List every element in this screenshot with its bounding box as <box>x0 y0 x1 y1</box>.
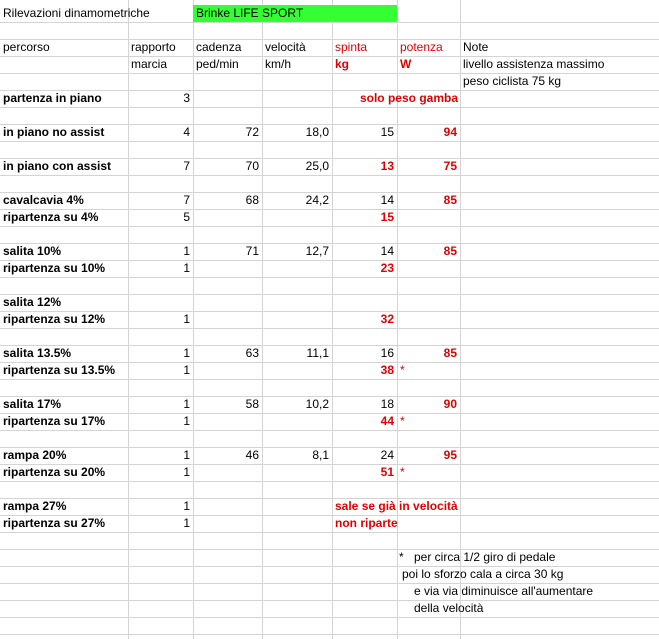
row-velocita[interactable]: 8,1 <box>312 448 329 462</box>
header-kg[interactable]: kg <box>335 57 350 71</box>
gridline <box>0 107 659 108</box>
footnote-line[interactable]: per circa 1/2 giro di pedale <box>414 550 556 564</box>
row-gear[interactable]: 7 <box>183 193 190 207</box>
gridline <box>0 209 659 210</box>
gridline <box>0 447 659 448</box>
note-peso-ciclista[interactable]: peso ciclista 75 kg <box>463 74 562 88</box>
row-name[interactable]: rampa 27% <box>3 499 67 513</box>
row-star[interactable]: * <box>400 465 405 479</box>
row-spinta[interactable]: 24 <box>380 448 394 462</box>
header-velocita[interactable]: velocità <box>265 40 306 54</box>
row-spinta[interactable]: 23 <box>380 261 394 275</box>
row-name[interactable]: salita 17% <box>3 397 62 411</box>
header-potenza[interactable]: potenza <box>400 40 443 54</box>
footnote-star[interactable]: * <box>399 550 404 564</box>
row-cadenza[interactable]: 71 <box>245 244 259 258</box>
row-potenza[interactable]: 85 <box>443 244 457 258</box>
header-kmh[interactable]: km/h <box>265 57 292 71</box>
row-spinta[interactable]: 16 <box>380 346 394 360</box>
row-velocita[interactable]: 18,0 <box>305 125 329 139</box>
row-velocita[interactable]: 12,7 <box>305 244 329 258</box>
row-cadenza[interactable]: 58 <box>245 397 259 411</box>
header-marcia[interactable]: marcia <box>131 57 168 71</box>
row-spinta[interactable]: 13 <box>380 159 394 173</box>
row-potenza[interactable]: 90 <box>443 397 457 411</box>
gridline <box>0 430 659 431</box>
row-note[interactable]: non riparte <box>335 516 398 530</box>
row-name[interactable]: partenza in piano <box>3 91 102 105</box>
row-cadenza[interactable]: 72 <box>245 125 259 139</box>
row-note[interactable]: sale se già in velocità <box>335 499 458 513</box>
row-cadenza[interactable]: 70 <box>245 159 259 173</box>
footnote-line[interactable]: della velocità <box>414 601 484 615</box>
gridline <box>0 549 659 550</box>
gridline <box>0 175 659 176</box>
row-velocita[interactable]: 11,1 <box>306 346 329 360</box>
row-name[interactable]: in piano con assist <box>3 159 112 173</box>
row-potenza[interactable]: 85 <box>443 346 457 360</box>
row-name[interactable]: cavalcavia 4% <box>3 193 84 207</box>
gridline <box>0 39 659 40</box>
gridline <box>0 532 659 533</box>
gridline <box>0 600 659 601</box>
row-note[interactable]: solo peso gamba <box>359 91 458 105</box>
row-cadenza[interactable]: 46 <box>245 448 259 462</box>
row-spinta[interactable]: 44 <box>380 414 394 428</box>
note-assistenza[interactable]: livello assistenza massimo <box>463 57 605 71</box>
gridline <box>0 481 659 482</box>
row-velocita[interactable]: 24,2 <box>305 193 329 207</box>
header-spinta[interactable]: spinta <box>335 40 368 54</box>
header-percorso[interactable]: percorso <box>3 40 50 54</box>
row-gear[interactable]: 1 <box>183 499 190 513</box>
row-potenza[interactable]: 94 <box>443 125 457 139</box>
gridline <box>0 243 659 244</box>
gridline <box>193 0 194 639</box>
gridline <box>0 345 659 346</box>
header-note[interactable]: Note <box>463 40 489 54</box>
row-potenza[interactable]: 85 <box>443 193 457 207</box>
gridline <box>0 192 659 193</box>
row-potenza[interactable]: 75 <box>443 159 457 173</box>
row-name[interactable]: ripartenza su 27% <box>3 516 106 530</box>
gridline <box>0 396 659 397</box>
row-name[interactable]: salita 10% <box>3 244 62 258</box>
row-gear[interactable]: 1 <box>183 448 190 462</box>
gridline <box>460 0 461 639</box>
gridline <box>0 277 659 278</box>
header-cadenza[interactable]: cadenza <box>196 40 242 54</box>
gridline <box>0 141 659 142</box>
row-spinta[interactable]: 14 <box>380 193 394 207</box>
gridline <box>0 379 659 380</box>
row-name[interactable]: salita 13.5% <box>3 346 72 360</box>
row-spinta[interactable]: 38 <box>380 363 394 377</box>
footnote-line[interactable]: poi lo sforzo cala a circa 30 kg <box>402 567 564 581</box>
row-gear[interactable]: 1 <box>183 244 190 258</box>
gridline <box>0 634 659 635</box>
row-gear[interactable]: 1 <box>183 261 190 275</box>
row-name[interactable]: ripartenza su 4% <box>3 210 99 224</box>
row-name[interactable]: in piano no assist <box>3 125 105 139</box>
row-name[interactable]: salita 12% <box>3 295 62 309</box>
brand-label[interactable]: Brinke LIFE SPORT <box>196 6 304 20</box>
gridline <box>0 617 659 618</box>
row-velocita[interactable]: 10,2 <box>305 397 329 411</box>
row-gear[interactable]: 1 <box>183 414 190 428</box>
row-cadenza[interactable]: 68 <box>245 193 259 207</box>
row-spinta[interactable]: 15 <box>380 210 394 224</box>
header-ped-min[interactable]: ped/min <box>196 57 239 71</box>
row-cadenza[interactable]: 63 <box>245 346 259 360</box>
row-gear[interactable]: 1 <box>183 516 190 530</box>
row-gear[interactable]: 3 <box>183 91 190 105</box>
gridline <box>0 328 659 329</box>
gridline <box>0 498 659 499</box>
row-velocita[interactable]: 25,0 <box>305 159 329 173</box>
gridline <box>0 226 659 227</box>
row-gear[interactable]: 7 <box>183 159 190 173</box>
row-spinta[interactable]: 51 <box>380 465 394 479</box>
row-name[interactable]: ripartenza su 13.5% <box>3 363 116 377</box>
row-star[interactable]: * <box>400 363 405 377</box>
row-name[interactable]: ripartenza su 10% <box>3 261 106 275</box>
row-spinta[interactable]: 32 <box>380 312 394 326</box>
row-gear[interactable]: 1 <box>183 312 190 326</box>
row-name[interactable]: ripartenza su 20% <box>3 465 106 479</box>
row-gear[interactable]: 1 <box>183 346 190 360</box>
row-gear[interactable]: 1 <box>183 397 190 411</box>
row-spinta[interactable]: 18 <box>380 397 394 411</box>
row-spinta[interactable]: 14 <box>380 244 394 258</box>
gridline <box>0 294 659 295</box>
row-star[interactable]: * <box>400 414 405 428</box>
row-gear[interactable]: 1 <box>183 465 190 479</box>
row-name[interactable]: ripartenza su 17% <box>3 414 106 428</box>
footnote-line[interactable]: e via via diminuisce all'aumentare <box>414 584 594 598</box>
row-gear[interactable]: 5 <box>183 210 190 224</box>
header-rapporto[interactable]: rapporto <box>131 40 176 54</box>
sheet-title[interactable]: Rilevazioni dinamometriche <box>3 6 150 20</box>
gridline <box>0 22 659 23</box>
row-name[interactable]: ripartenza su 12% <box>3 312 106 326</box>
row-spinta[interactable]: 15 <box>380 125 394 139</box>
row-gear[interactable]: 4 <box>183 125 190 139</box>
header-watt[interactable]: W <box>400 57 412 71</box>
row-gear[interactable]: 1 <box>183 363 190 377</box>
row-potenza[interactable]: 95 <box>443 448 457 462</box>
gridline <box>262 0 263 639</box>
row-name[interactable]: rampa 20% <box>3 448 67 462</box>
